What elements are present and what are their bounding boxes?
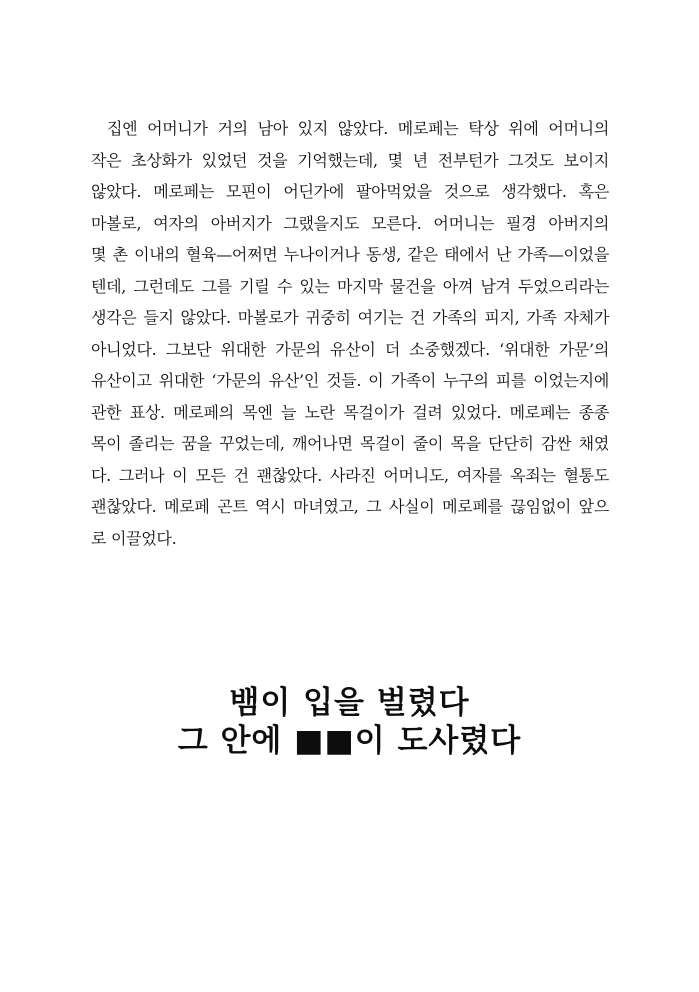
paragraph-line: 다. 그러나 이 모든 건 괜찮았다. 사라진 어머니도, 여자를 옥죄는 혈통도	[91, 465, 609, 485]
paragraph-line: 마볼로, 여자의 아버지가 그랬을지도 모른다. 어머니는 필경 아버지의	[91, 213, 609, 233]
paragraph-line: 괜찮았다. 메로페 곤트 역시 마녀였고, 그 사실이 메로페를 끊임없이 앞으	[91, 497, 609, 516]
paragraph-line: 텐데, 그런데도 그를 기릴 수 있는 마지막 물건을 아껴 남겨 두었으리라는	[91, 276, 609, 296]
paragraph-line: 집엔 어머니가 거의 남아 있지 않았다. 메로페는 탁상 위에 어머니의	[107, 119, 609, 138]
paragraph-line: 작은 초상화가 있었던 것을 기억했는데, 몇 년 전부턴가 그것도 보이지	[91, 150, 609, 170]
paragraph-line: 아니었다. 그보단 위대한 가문의 유산이 더 소중했겠다. ‘위대한 가문’의	[91, 339, 609, 359]
paragraph-line: 생각은 들지 않았다. 마볼로가 귀중히 여기는 건 가족의 피지, 가족 자체가	[91, 308, 609, 327]
paragraph-line: 관한 표상. 메로페의 목엔 늘 노란 목걸이가 걸려 있었다. 메로페는 종종	[91, 402, 609, 422]
paragraph-line: 목이 졸리는 꿈을 꾸었는데, 깨어나면 목걸이 줄이 목을 단단히 감싼 채였	[91, 434, 609, 453]
heading-line-2: 그 안에 ■■이 도사렸다	[177, 723, 522, 759]
paragraph-line: 로 이끌었다.	[91, 528, 177, 548]
heading-line-1: 뱀이 입을 벌렸다	[229, 685, 470, 721]
section-heading	[0, 684, 699, 760]
paragraph-line: 유산이고 위대한 ‘가문의 유산’인 것들. 이 가족이 누구의 피를 이었는지에	[91, 371, 609, 390]
paragraph-line: 않았다. 메로페는 모핀이 어딘가에 팔아먹었을 것으로 생각했다. 혹은	[91, 182, 609, 201]
paragraph-line: 몇 촌 이내의 혈육—어쩌면 누나이거나 동생, 같은 태에서 난 가족—이었을	[91, 245, 609, 264]
body-paragraph	[91, 113, 609, 554]
